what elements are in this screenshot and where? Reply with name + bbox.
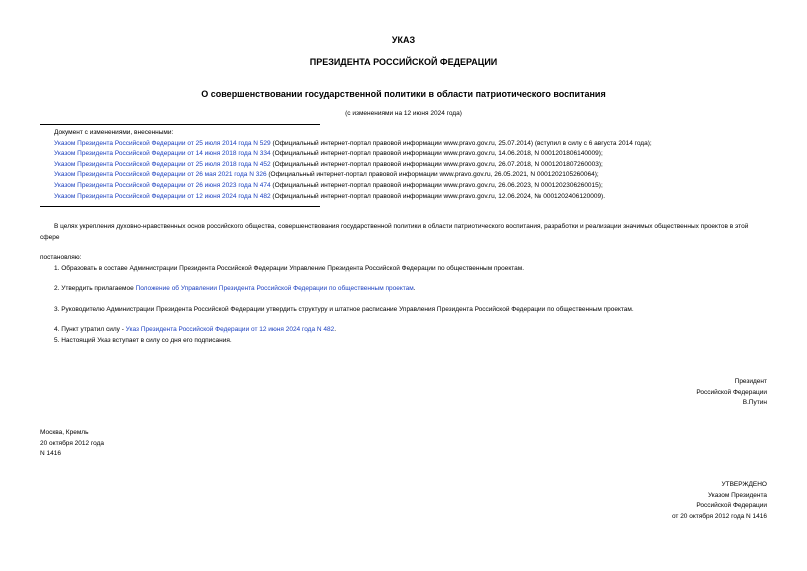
list-item [54,192,652,203]
signature-country: Российской Федерации [696,388,767,396]
approval-block [672,480,767,522]
amendment-link[interactable]: Указом Президента Российской Федерации от 25 июля 2018 года N 452 [54,160,271,168]
list-item [54,181,652,192]
decree-item-5: 5. Настоящий Указ вступает в силу со дня его подписания. [54,337,232,344]
document-title: УКАЗ [391,35,416,45]
signing-date: 20 октября 2012 года [40,439,105,447]
approved-label: УТВЕРЖДЕНО [721,481,767,488]
preamble-text: В целях укрепления духовно-нравственных основ российского общества, совершенствования государственной политики в области патриотического воспитания, разработки и реализации значимых общественных проектов в этой сфере [40,223,749,241]
divider-top [40,124,320,125]
regulation-link[interactable]: Положение об Управлении Президента Российской Федерации по общественным проектам [135,285,414,292]
repeal-link[interactable]: Указ Президента Российской Федерации от 12 июня 2024 года N 482 [125,326,335,333]
decree-item-2-end: . [413,285,416,292]
amendment-link[interactable]: Указом Президента Российской Федерации от 26 июня 2023 года N 474 [54,181,271,189]
list-item [54,149,652,160]
decree-item-4-end: . [334,326,337,333]
amendment-details: (Официальный интернет-портал правовой информации www.pravo.gov.ru, 26.05.2021, N 0001202105260064); [266,171,599,179]
decree-word: постановляю: [40,254,82,261]
place-date-block [40,428,104,460]
approved-country: Российской Федерации [696,502,767,510]
decree-item-2-text: 2. Утвердить прилагаемое [54,285,136,292]
amendment-details: (Официальный интернет-портал правовой информации www.pravo.gov.ru, 26.06.2023, N 0001202306260015); [270,181,603,189]
amendment-details: (Официальный интернет-портал правовой информации www.pravo.gov.ru, 25.07.2014) (вступил в силу с 6 августа 2014 года); [270,139,652,147]
approved-by: Указом Президента [707,491,767,499]
signature-name: В.Путин [742,399,767,407]
signature-block [696,377,767,409]
changes-intro: Документ с изменениями, внесенными: [54,129,174,136]
amendment-link[interactable]: Указом Президента Российской Федерации от 14 июня 2018 года N 334 [54,150,271,158]
decree-item-4-text: 4. Пункт утратил силу - [54,326,126,333]
changes-list [54,128,652,202]
decree-item-3: 3. Руководителю Администрации Президента Российской Федерации утвердить структуру и штатное расписание Управления Президента Российской Федерации по общественным проектам. [54,306,634,313]
amendment-details: (Официальный интернет-портал правовой информации www.pravo.gov.ru, 14.06.2018, N 0001201806140009); [270,150,603,158]
approved-date: от 20 октября 2012 года N 1416 [671,512,767,520]
list-item [54,160,652,171]
decree-item-4 [54,325,336,336]
document-issuer: ПРЕЗИДЕНТА РОССИЙСКОЙ ФЕДЕРАЦИИ [309,57,498,67]
document-subject: О совершенствовании государственной политики в области патриотического воспитания [201,89,606,99]
list-item [54,139,652,150]
amendment-date: (с изменениями на 12 июня 2024 года) [345,110,462,117]
decree-item-1: 1. Образовать в составе Администрации Президента Российской Федерации Управление Президента Российской Федерации по общественным проектам. [54,265,525,272]
signing-place: Москва, Кремль [40,429,89,436]
divider-bottom [40,206,320,207]
amendment-link[interactable]: Указом Президента Российской Федерации от 12 июня 2024 года N 482 [54,192,271,200]
amendment-details: (Официальный интернет-портал правовой информации www.pravo.gov.ru, 12.06.2024, № 0001202406120009). [270,192,606,200]
list-item [54,170,652,181]
amendment-link[interactable]: Указом Президента Российской Федерации от 25 июля 2014 года N 529 [54,139,271,147]
decree-number: N 1416 [40,450,61,458]
amendment-link[interactable]: Указом Президента Российской Федерации от 26 мая 2021 года N 326 [54,171,267,179]
decree-item-2 [54,284,416,295]
amendment-details: (Официальный интернет-портал правовой информации www.pravo.gov.ru, 26.07.2018, N 0001201807260003); [270,160,603,168]
signature-title: Президент [734,378,767,385]
